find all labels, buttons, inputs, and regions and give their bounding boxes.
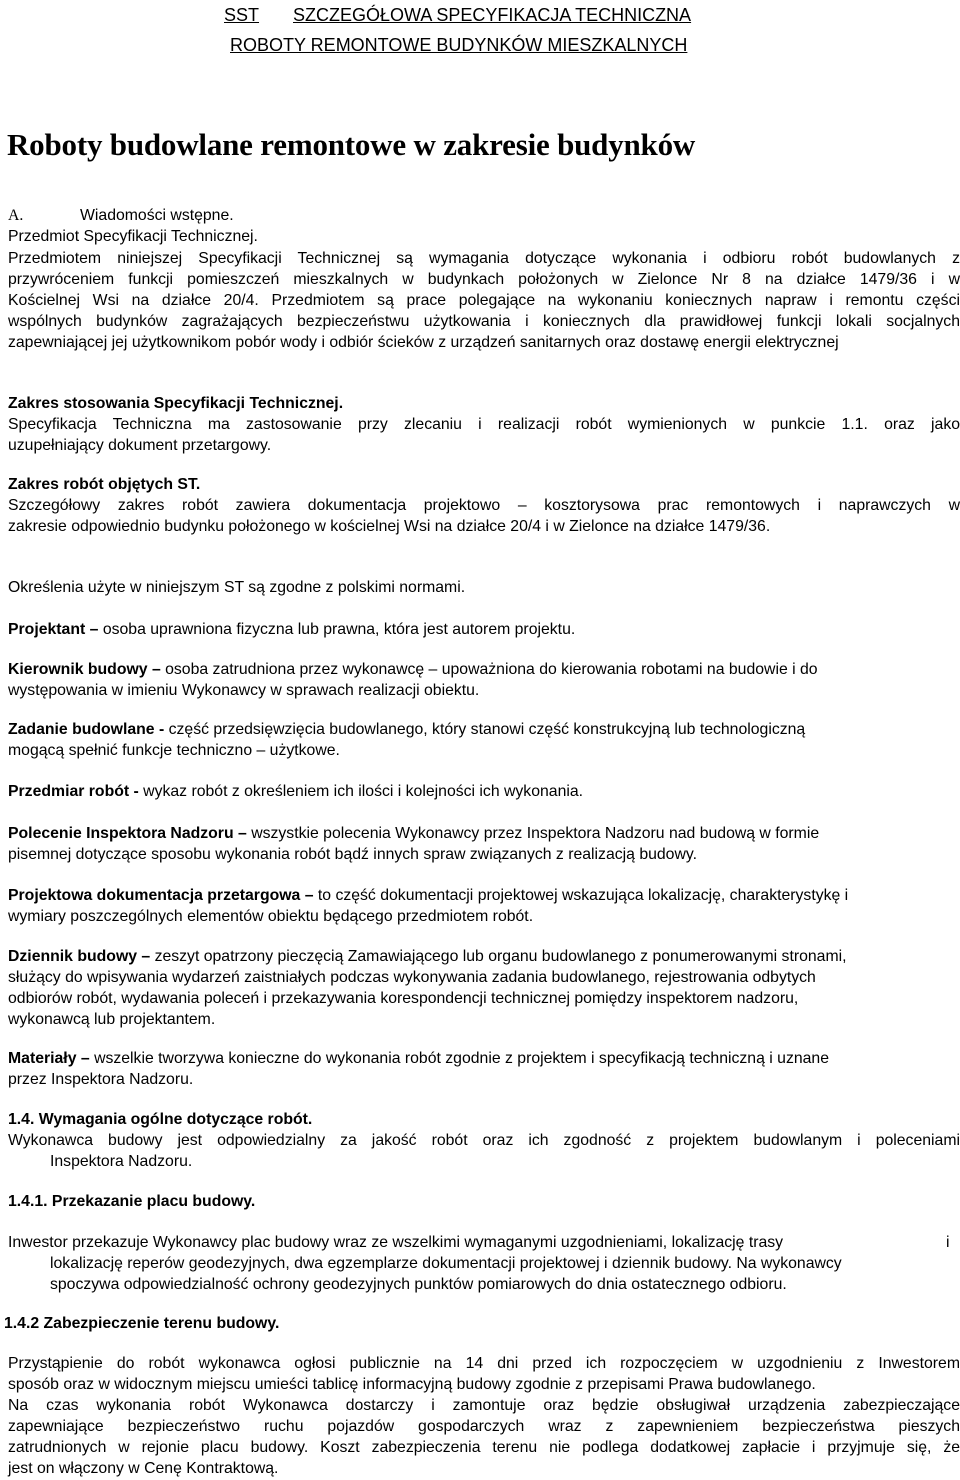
section-a-subtitle: Przedmiot Specyfikacji Technicznej.: [8, 228, 258, 245]
definition-text: to część dokumentacji projektowej wskazująca lokalizację, charakterystykę i: [317, 887, 849, 904]
section-a-title: Wiadomości wstępne.: [80, 207, 234, 224]
zakres-robot-line: Szczegółowy zakres robót zawiera dokumentacja projektowo – kosztorysowa prac remontowych i naprawczych w: [8, 497, 960, 514]
definition-text: część przedsięwzięcia budowlanego, który stanowi część konstrukcyjną lub technologiczną: [168, 721, 806, 738]
definition-text: wszelkie tworzywa konieczne do wykonania robót zgodnie z projektem i specyfikacją techniczną i uznane: [94, 1050, 829, 1067]
definition-dziennik: [8, 947, 847, 967]
section-1-4-2-line: jest on włączony w Cenę Kontraktową.: [8, 1460, 279, 1477]
doc-title-line2: ROBOTY REMONTOWE BUDYNKÓW MIESZKALNYCH: [230, 35, 688, 55]
section-1-4-line: Inspektora Nadzoru.: [50, 1153, 193, 1170]
zakres-stosowania-title: Zakres stosowania Specyfikacji Technicznej.: [8, 395, 344, 412]
section-a-line: Kościelnej Wsi na działce 20/4. Przedmiotem są prace polegające na wykonaniu koniecznych napraw i remontu części: [8, 292, 960, 309]
definition-projektant: [8, 620, 575, 640]
section-1-4-1-line: Inwestor przekazuje Wykonawcy plac budowy wraz ze wszelkimi wymaganymi uzgodnieniami, lokalizację trasy: [8, 1234, 784, 1251]
definition-text: wykaz robót z określeniem ich ilości i kolejności ich wykonania.: [143, 783, 584, 800]
definition-text: wymiary poszczególnych elementów obiektu będącego przedmiotem robót.: [8, 908, 534, 925]
section-1-4-1-title: 1.4.1. Przekazanie placu budowy.: [8, 1193, 256, 1210]
definition-text: mogącą spełnić funkcje techniczno – użytkowe.: [8, 742, 340, 759]
section-a-line: przywróceniem funkcji pomieszczeń mieszkalnych w budynkach położonych w Zielonce Nr 8 na działce 1479/36 i w: [8, 271, 960, 288]
section-a-line: zapewniającej jej użytkownikom pobór wody i odbiór ścieków z urządzeń sanitarnych oraz dostawę energii elektrycznej: [8, 334, 839, 351]
section-1-4-2-line: Na czas wykonania robót Wykonawca dostarczy i zamontuje oraz będzie obsługiwał urządzenia zabezpieczające: [8, 1397, 960, 1414]
section-1-4-1-line: spoczywa odpowiedzialność ochrony geodezyjnych punktów pomiarowych do dnia ostatecznego odbioru.: [50, 1276, 787, 1293]
section-1-4-2-title: 1.4.2 Zabezpieczenie terenu budowy.: [4, 1315, 280, 1332]
main-title: Roboty budowlane remontowe w zakresie budynków: [7, 127, 696, 162]
section-1-4-1-line: lokalizację reperów geodezyjnych, dwa egzemplarze dokumentacji projektowej i dziennik budowy. Na wykonawcy: [50, 1255, 842, 1272]
definition-term: Zadanie budowlane -: [8, 721, 165, 738]
zakres-robot-line: zakresie odpowiednio budynku położonego w kościelnej Wsi na działce 20/4 i w Zielonce na działce 1479/36.: [8, 518, 771, 535]
section-1-4-2-line: sposób oraz w widocznym miejscu umieści tablicę informacyjną budowy zgodnie z przepisami Prawa budowlanego.: [8, 1376, 816, 1393]
section-1-4-1-line: i: [946, 1234, 950, 1251]
definition-term: Dziennik budowy –: [8, 948, 151, 965]
definition-text: zeszyt opatrzony pieczęcią Zamawiającego lub organu budowlanego z ponumerowanymi stronami,: [154, 948, 847, 965]
zakres-stosowania-line: Specyfikacja Techniczna ma zastosowanie przy zlecaniu i realizacji robót wymienionych w punkcie 1.1. oraz jako: [8, 416, 960, 433]
section-a-line: Przedmiotem niniejszej Specyfikacji Technicznej są wymagania dotyczące wykonania i odbioru robót budowlanych z: [8, 250, 960, 267]
zakres-robot-title: Zakres robót objętych ST.: [8, 476, 201, 493]
definition-text: występowania w imieniu Wykonawcy w sprawach realizacji obiektu.: [8, 682, 480, 699]
definition-text: przez Inspektora Nadzoru.: [8, 1071, 194, 1088]
definition-text: wszystkie polecenia Wykonawcy przez Inspektora Nadzoru nad budową w formie: [251, 825, 820, 842]
definition-term: Przedmiar robót -: [8, 783, 139, 800]
definition-text: osoba uprawniona fizyczna lub prawna, która jest autorem projektu.: [102, 621, 576, 638]
definition-kierownik: [8, 660, 818, 680]
section-1-4-2-line: zapewniające bezpieczeństwo ruchu pojazdów gospodarczych wraz z zapewnieniem bezpieczeństwa pieszych: [8, 1418, 960, 1435]
definition-polecenie: [8, 824, 819, 844]
definition-text: osoba zatrudniona przez wykonawcę – upoważniona do kierowania robotami na budowie i do: [165, 661, 818, 678]
section-a-line: wspólnych budynków zagrażających bezpieczeństwu użytkowania i koniecznych dla prawidłowej funkcji lokali socjalnych: [8, 313, 960, 330]
definition-zadanie: [8, 720, 805, 740]
section-1-4-2-line: zatrudnionych w rejonie placu budowy. Koszt zabezpieczenia terenu nie podlega dodatkowej zapłacie i przyjmuje się, że: [8, 1439, 960, 1456]
definition-term: Materiały –: [8, 1050, 90, 1067]
definition-term: Projektowa dokumentacja przetargowa –: [8, 887, 314, 904]
definition-term: Polecenie Inspektora Nadzoru –: [8, 825, 247, 842]
doc-code: SST: [224, 5, 260, 25]
definition-materialy: [8, 1049, 829, 1069]
definition-przedmiar: [8, 782, 583, 802]
section-1-4-2-line: Przystąpienie do robót wykonawca ogłosi publicznie na 14 dni przed ich rozpoczęciem w uzgodnieniu z Inwestorem: [8, 1355, 960, 1372]
okreslenia-text: Określenia użyte w niniejszym ST są zgodne z polskimi normami.: [8, 579, 466, 596]
definition-text: odbiorów robót, wydawania poleceń i przekazywania korespondencji technicznej pomiędzy inspektorem nadzoru,: [8, 990, 799, 1007]
definition-text: pisemnej dotyczące sposobu wykonania robót bądź innych spraw związanych z realizacją budowy.: [8, 846, 697, 863]
doc-title-line1: SZCZEGÓŁOWA SPECYFIKACJA TECHNICZNA: [293, 5, 692, 25]
definition-term: Projektant –: [8, 621, 99, 638]
definition-text: służący do wpisywania wydarzeń zaistniałych podczas wykonywania zadania budowlanego, rejestrowania odbytych: [8, 969, 816, 986]
section-a-letter: A.: [8, 207, 24, 224]
definition-dokumentacja: [8, 886, 848, 906]
definition-text: wykonawcą lub projektantem.: [8, 1011, 216, 1028]
section-1-4-line: Wykonawca budowy jest odpowiedzialny za jakość robót oraz ich zgodność z projektem budowlanym i poleceniami: [8, 1132, 960, 1149]
section-1-4-title: 1.4. Wymagania ogólne dotyczące robót.: [8, 1111, 313, 1128]
definition-term: Kierownik budowy –: [8, 661, 161, 678]
zakres-stosowania-line: uzupełniający dokument przetargowy.: [8, 437, 272, 454]
